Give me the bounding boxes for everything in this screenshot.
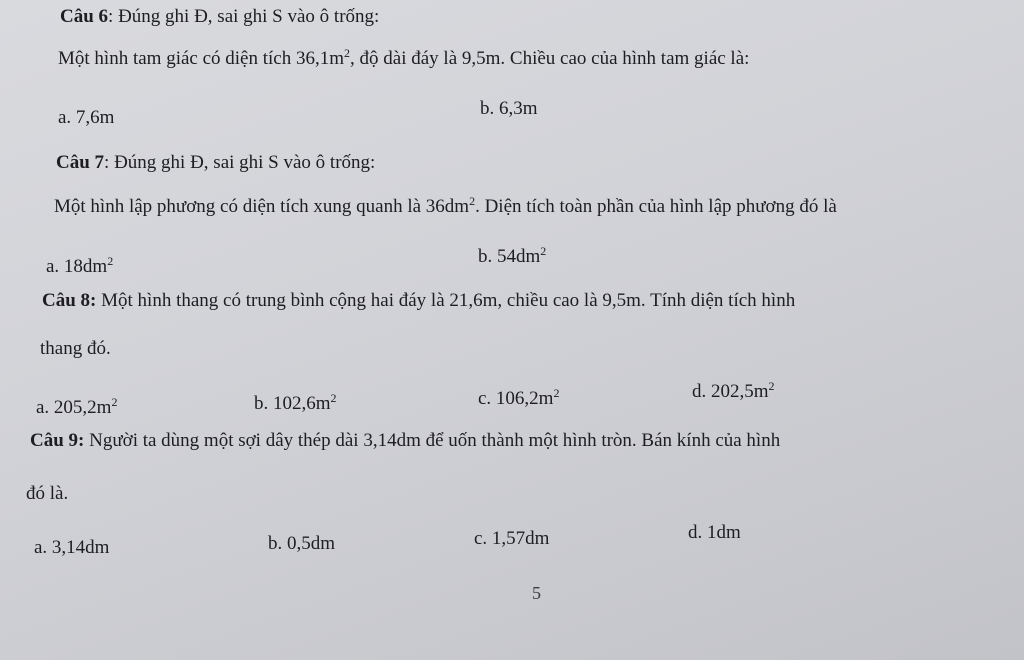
q7-heading-text: : Đúng ghi Đ, sai ghi S vào ô trống: [104, 152, 376, 173]
q7-option-a-label: a. 18dm [46, 256, 108, 277]
q8-option-d [692, 381, 775, 403]
q8-text-line1: Một hình thang có trung bình cộng hai đáy là 21,6m, chiều cao là 9,5m. Tính diện tích hình [96, 290, 796, 311]
q8-label: Câu 8: [42, 290, 97, 311]
q6-option-b: b. 6,3m [480, 98, 538, 119]
q8-option-c-sup: 2 [553, 386, 560, 400]
q6-heading [60, 6, 379, 28]
q7-option-a [46, 256, 113, 278]
q8-question-line1 [42, 290, 795, 312]
q7-option-a-sup: 2 [107, 254, 114, 268]
q6-text-sup: 2 [344, 46, 351, 60]
q8-option-b [254, 393, 337, 415]
q6-text-post: , độ dài đáy là 9,5m. Chiều cao của hình tam giác là: [350, 48, 750, 69]
q7-text-sup: 2 [469, 194, 476, 208]
q7-question-text [54, 196, 837, 218]
q6-question-text [58, 48, 749, 70]
q7-option-b-sup: 2 [540, 244, 547, 258]
q9-option-a: a. 3,14dm [34, 537, 110, 558]
q8-question-line2: thang đó. [40, 338, 111, 359]
q8-option-b-sup: 2 [330, 391, 337, 405]
q7-text-pre: Một hình lập phương có diện tích xung quanh là 36dm [54, 196, 470, 217]
q6-heading-text: : Đúng ghi Đ, sai ghi S vào ô trống: [108, 6, 380, 27]
q8-option-d-sup: 2 [768, 379, 775, 393]
q7-option-b [478, 246, 546, 268]
q9-option-d: d. 1dm [688, 522, 741, 543]
q8-option-c [478, 388, 559, 410]
q8-option-d-label: d. 202,5m [692, 381, 769, 402]
q8-option-a [36, 397, 117, 419]
q8-option-b-label: b. 102,6m [254, 393, 331, 414]
page-number: 5 [532, 583, 541, 603]
q6-option-a: a. 7,6m [58, 107, 115, 128]
q6-label: Câu 6 [60, 6, 109, 27]
q8-option-c-label: c. 106,2m [478, 388, 554, 409]
q9-question-line2: đó là. [26, 483, 69, 504]
q6-text-pre: Một hình tam giác có diện tích 36,1m [58, 48, 345, 69]
q9-label: Câu 9: [30, 430, 85, 451]
q9-text-line1: Người ta dùng một sợi dây thép dài 3,14dm để uốn thành một hình tròn. Bán kính của hình [84, 430, 781, 451]
q7-label: Câu 7 [56, 152, 105, 173]
q8-option-a-label: a. 205,2m [36, 397, 112, 418]
q9-option-c: c. 1,57dm [474, 528, 550, 549]
q7-option-b-label: b. 54dm [478, 246, 541, 267]
q7-heading [56, 152, 375, 174]
q9-option-b: b. 0,5dm [268, 533, 336, 554]
q9-question-line1 [30, 430, 780, 452]
q8-option-a-sup: 2 [111, 395, 118, 409]
q7-text-post: . Diện tích toàn phần của hình lập phương đó là [475, 196, 837, 217]
